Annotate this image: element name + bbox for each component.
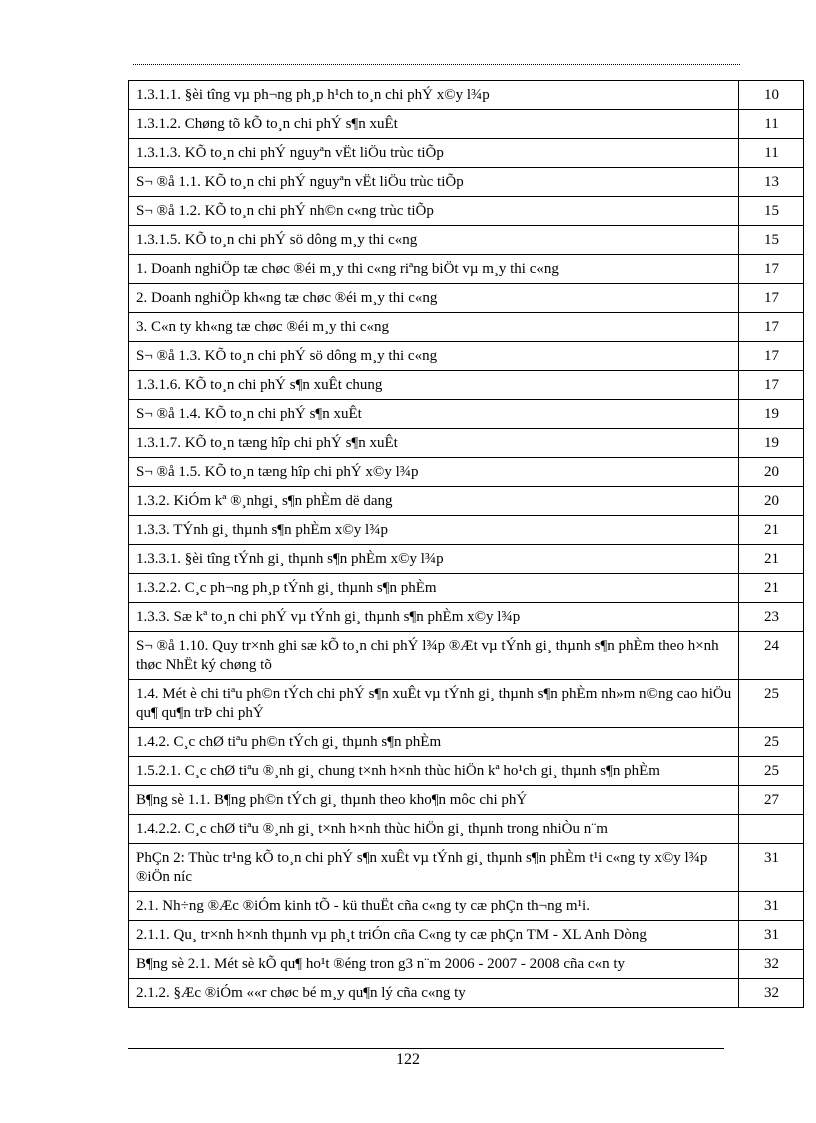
toc-entry-page: 31 <box>739 844 804 892</box>
toc-row <box>129 342 804 371</box>
toc-entry-page: 11 <box>739 139 804 168</box>
toc-row <box>129 81 804 110</box>
toc-row <box>129 516 804 545</box>
toc-entry-title: 1. Doanh nghiÖp tæ chøc ®éi m¸y thi c«ng riªng biÖt vµ m¸y thi c«ng <box>129 255 739 284</box>
toc-entry-page: 32 <box>739 979 804 1008</box>
toc-entry-title: S¬ ®å 1.1. KÕ to¸n chi phÝ nguyªn vËt liÖu trùc tiÕp <box>129 168 739 197</box>
toc-row <box>129 429 804 458</box>
toc-body <box>129 81 804 1008</box>
toc-row <box>129 255 804 284</box>
toc-entry-title: 3. C«n ty kh«ng tæ chøc ®éi m¸y thi c«ng <box>129 313 739 342</box>
toc-entry-title: B¶ng sè 1.1. B¶ng ph©n tÝch gi¸ thµnh theo kho¶n môc chi phÝ <box>129 786 739 815</box>
toc-entry-page: 32 <box>739 950 804 979</box>
toc-row <box>129 921 804 950</box>
toc-entry-page: 17 <box>739 255 804 284</box>
toc-entry-title: S¬ ®å 1.4. KÕ to¸n chi phÝ s¶n xuÊt <box>129 400 739 429</box>
toc-row <box>129 815 804 844</box>
toc-entry-page: 20 <box>739 458 804 487</box>
toc-row <box>129 757 804 786</box>
toc-row <box>129 371 804 400</box>
toc-row <box>129 110 804 139</box>
toc-row <box>129 284 804 313</box>
toc-entry-title: 2. Doanh nghiÖp kh«ng tæ chøc ®éi m¸y thi c«ng <box>129 284 739 313</box>
header-rule <box>133 64 740 65</box>
toc-row <box>129 458 804 487</box>
toc-entry-page: 19 <box>739 429 804 458</box>
toc-entry-title: 1.3.3. Sæ kª to¸n chi phÝ vµ tÝnh gi¸ thµnh s¶n phÈm x©y l¾p <box>129 603 739 632</box>
toc-entry-page: 25 <box>739 757 804 786</box>
toc-entry-page: 17 <box>739 284 804 313</box>
toc-row <box>129 313 804 342</box>
toc-row <box>129 139 804 168</box>
toc-entry-page: 20 <box>739 487 804 516</box>
toc-entry-title: 1.3.1.2. Chøng tõ kÕ to¸n chi phÝ s¶n xuÊt <box>129 110 739 139</box>
toc-entry-title: 1.4.2. C¸c chØ tiªu ph©n tÝch gi¸ thµnh s¶n phÈm <box>129 728 739 757</box>
toc-entry-title: S¬ ®å 1.5. KÕ to¸n tæng hîp chi phÝ x©y l¾p <box>129 458 739 487</box>
toc-entry-page: 24 <box>739 632 804 680</box>
toc-row <box>129 950 804 979</box>
toc-row <box>129 603 804 632</box>
toc-entry-page: 23 <box>739 603 804 632</box>
toc-entry-page: 31 <box>739 921 804 950</box>
toc-entry-title: S¬ ®å 1.10. Quy tr×nh ghi sæ kÕ to¸n chi phÝ l¾p ®Æt vµ tÝnh gi¸ thµnh s¶n phÈm theo h×nh thøc NhËt ký chøng tõ <box>129 632 739 680</box>
toc-entry-title: 2.1.1. Qu¸ tr×nh h×nh thµnh vµ ph¸t triÓn cña C«ng ty cæ phÇn TM - XL Anh Dòng <box>129 921 739 950</box>
toc-entry-page: 17 <box>739 342 804 371</box>
toc-row <box>129 574 804 603</box>
toc-entry-page: 21 <box>739 545 804 574</box>
toc-entry-title: 1.3.1.3. KÕ to¸n chi phÝ nguyªn vËt liÖu trùc tiÕp <box>129 139 739 168</box>
toc-entry-title: 1.3.1.7. KÕ to¸n tæng hîp chi phÝ s¶n xuÊt <box>129 429 739 458</box>
toc-entry-page: 19 <box>739 400 804 429</box>
toc-row <box>129 979 804 1008</box>
toc-row <box>129 545 804 574</box>
toc-row <box>129 680 804 728</box>
toc-entry-page: 13 <box>739 168 804 197</box>
page-number: 122 <box>396 1051 420 1068</box>
toc-entry-title: 1.3.1.5. KÕ to¸n chi phÝ sö dông m¸y thi c«ng <box>129 226 739 255</box>
toc-entry-title: S¬ ®å 1.3. KÕ to¸n chi phÝ sö dông m¸y thi c«ng <box>129 342 739 371</box>
toc-row <box>129 400 804 429</box>
toc-entry-title: 1.3.1.1. §èi tîng vµ ph¬ng ph¸p h¹ch to¸n chi phÝ x©y l¾p <box>129 81 739 110</box>
toc-entry-page: 27 <box>739 786 804 815</box>
toc-entry-title: 1.3.3. TÝnh gi¸ thµnh s¶n phÈm x©y l¾p <box>129 516 739 545</box>
footer-rule <box>128 1048 724 1049</box>
toc-entry-title: 1.5.2.1. C¸c chØ tiªu ®¸nh gi¸ chung t×nh h×nh thùc hiÖn kª ho¹ch gi¸ thµnh s¶n phÈm <box>129 757 739 786</box>
toc-entry-page: 31 <box>739 892 804 921</box>
toc-entry-title: 1.4.2.2. C¸c chØ tiªu ®¸nh gi¸ t×nh h×nh thùc hiÖn gi¸ thµnh trong nhiÒu n¨m <box>129 815 739 844</box>
toc-entry-title: 1.3.2. KiÓm kª ®¸nhgi¸ s¶n phÈm dë dang <box>129 487 739 516</box>
toc-entry-title: B¶ng sè 2.1. Mét sè kÕ qu¶ ho¹t ®éng tron g3 n¨m 2006 - 2007 - 2008 cña c«n ty <box>129 950 739 979</box>
toc-entry-page: 15 <box>739 197 804 226</box>
toc-entry-title: 1.3.3.1. §èi tîng tÝnh gi¸ thµnh s¶n phÈm x©y l¾p <box>129 545 739 574</box>
toc-entry-page <box>739 815 804 844</box>
toc-entry-title: S¬ ®å 1.2. KÕ to¸n chi phÝ nh©n c«ng trùc tiÕp <box>129 197 739 226</box>
toc-entry-title: 1.3.2.2. C¸c ph¬ng ph¸p tÝnh gi¸ thµnh s¶n phÈm <box>129 574 739 603</box>
toc-row <box>129 892 804 921</box>
toc-entry-page: 15 <box>739 226 804 255</box>
toc-entry-page: 21 <box>739 574 804 603</box>
toc-row <box>129 632 804 680</box>
toc-row <box>129 728 804 757</box>
toc-entry-page: 25 <box>739 680 804 728</box>
toc-row <box>129 487 804 516</box>
table-of-contents <box>128 80 804 1008</box>
toc-entry-page: 17 <box>739 371 804 400</box>
toc-row <box>129 168 804 197</box>
toc-entry-title: 2.1. Nh÷ng ®Æc ®iÓm kinh tÕ - kü thuËt cña c«ng ty cæ phÇn th¬ng m¹i. <box>129 892 739 921</box>
toc-row <box>129 844 804 892</box>
toc-entry-page: 25 <box>739 728 804 757</box>
toc-row <box>129 197 804 226</box>
toc-entry-title: PhÇn 2: Thùc tr¹ng kÕ to¸n chi phÝ s¶n xuÊt vµ tÝnh gi¸ thµnh s¶n phÈm t¹i c«ng ty x©y l¾p ®iÖn níc <box>129 844 739 892</box>
toc-entry-title: 1.3.1.6. KÕ to¸n chi phÝ s¶n xuÊt chung <box>129 371 739 400</box>
toc-row <box>129 226 804 255</box>
toc-row <box>129 786 804 815</box>
toc-entry-title: 1.4. Mét è chi tiªu ph©n tÝch chi phÝ s¶n xuÊt vµ tÝnh gi¸ thµnh s¶n phÈm nh»m n©ng cao hiÖu qu¶ qu¶n trÞ chi phÝ <box>129 680 739 728</box>
toc-entry-page: 10 <box>739 81 804 110</box>
toc-entry-page: 11 <box>739 110 804 139</box>
toc-entry-page: 17 <box>739 313 804 342</box>
toc-entry-page: 21 <box>739 516 804 545</box>
toc-entry-title: 2.1.2. §Æc ®iÓm ««r chøc bé m¸y qu¶n lý cña c«ng ty <box>129 979 739 1008</box>
